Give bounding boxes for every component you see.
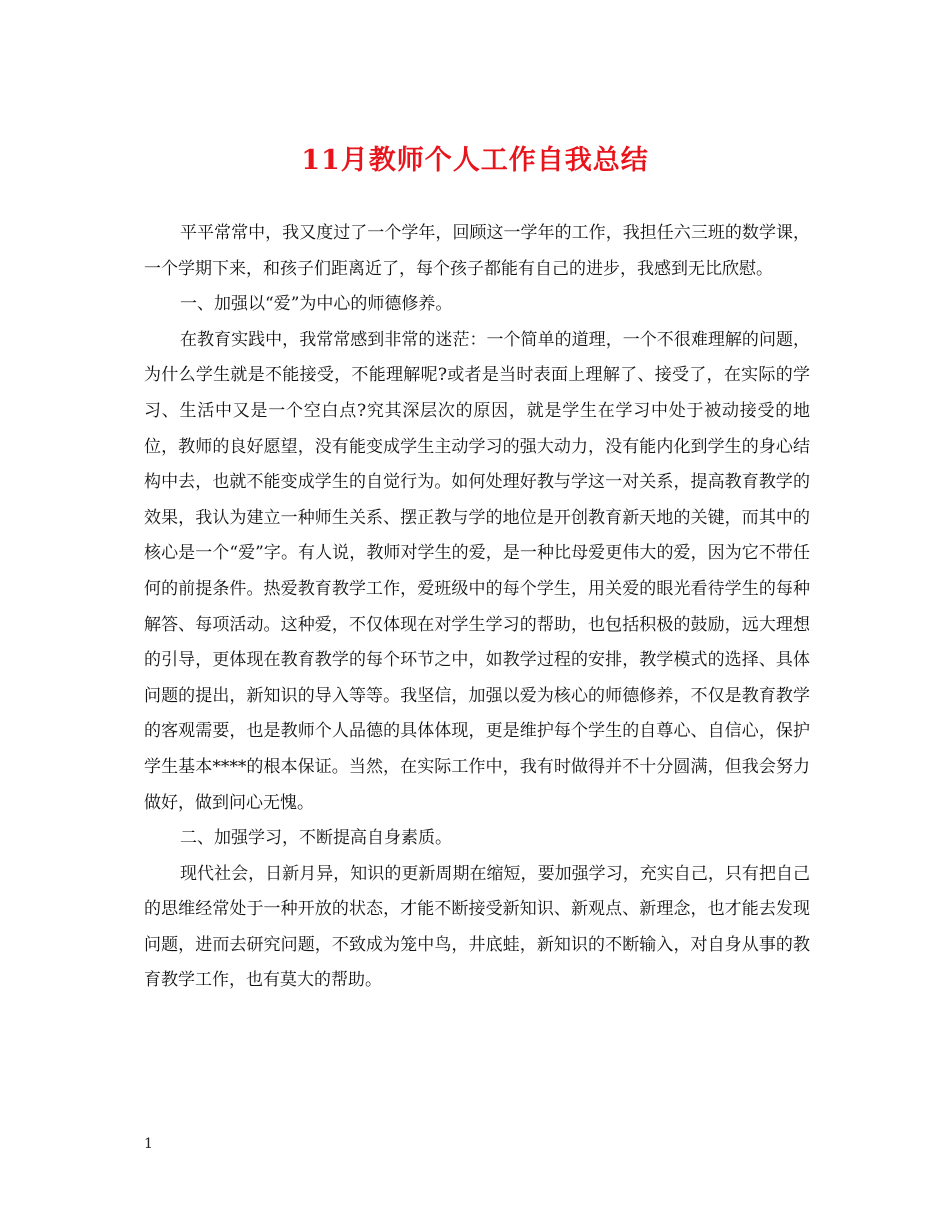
- paragraph-section-2: 现代社会，日新月异，知识的更新周期在缩短，要加强学习，充实自己，只有把自己的思维经常处于一种开放的状态，才能不断接受新知识、新观点、新理念，也才能去发现问题，进而去研究问题，不致成为笼中鸟，井底蛙，新知识的不断输入，对自身从事的教育教学工作，也有莫大的帮助。: [144, 863, 810, 991]
- page-number: 1: [144, 1136, 153, 1152]
- document-title: 11月教师个人工作自我总结: [301, 145, 649, 176]
- section-heading-2: 二、加强学习，不断提高自身素质。: [180, 828, 452, 849]
- section-heading-1: 一、加强以“爱”为中心的师德修养。: [180, 294, 453, 315]
- paragraph-section-1: 在教育实践中，我常常感到非常的迷茫：一个简单的道理，一个不很难理解的问题，为什么学生就是不能接受，不能理解呢?或者是当时表面上理解了、接受了，在实际的学习、生活中又是一个空白点?究其深层次的原因，就是学生在学习中处于被动接受的地位，教师的良好愿望，没有能变成学生主动学习的强大动力，没有能内化到学生的身心结构中去，也就不能变成学生的自觉行为。如何处理好教与学这一对关系，提高教育教学的效果，我认为建立一种师生关系、摆正教与学的地位是开创教育新天地的关键，而其中的核心是一个“爱”字。有人说，教师对学生的爱，是一种比母爱更伟大的爱，因为它不带任何的前提条件。热爱教育教学工作，爱班级中的每个学生，用关爱的眼光看待学生的每种解答、每项活动。这种爱，不仅体现在对学生学习的帮助，也包括积极的鼓励，远大理想的引导，更体现在教育教学的每个环节之中，如教学过程的安排，教学模式的选择、具体问题的提出，新知识的导入等等。我坚信，加强以爱为核心的师德修养，不仅是教育教学的客观需要，也是教师个人品德的具体体现，更是维护每个学生的自尊心、自信心，保护学生基本****的根本保证。当然，在实际工作中，我有时做得并不十分圆满，但我会努力做好，做到问心无愧。: [144, 329, 810, 813]
- document-body: [144, 216, 810, 999]
- paragraph-intro: 平平常常中，我又度过了一个学年，回顾这一学年的工作，我担任六三班的数学课，一个学期下来，和孩子们距离近了，每个孩子都能有自己的进步，我感到无比欣慰。: [144, 223, 810, 279]
